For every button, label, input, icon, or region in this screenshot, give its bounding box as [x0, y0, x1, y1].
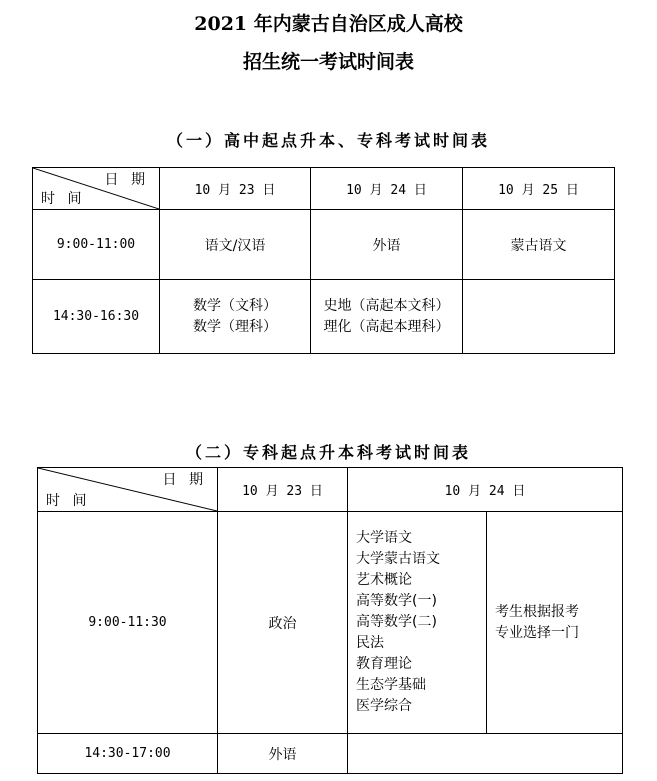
subject-item: 数学（理科） [193, 318, 277, 335]
table1-exam-schedule [32, 167, 615, 354]
elective-note-line: 专业选择一门 [495, 624, 579, 641]
elective-subject-item: 大学语文 [356, 530, 412, 546]
corner-time-label: 时 间 [41, 191, 86, 207]
table1-corner-cell [33, 168, 160, 210]
elective-subject-item: 高等数学(一) [356, 593, 437, 609]
subject-cell: 政治 [218, 512, 348, 734]
table-row [33, 280, 615, 354]
table1-column-header: 10 月 24 日 [311, 168, 463, 210]
subject-cell: 外语 [311, 210, 463, 280]
empty-cell [463, 280, 615, 354]
table1-heading: （一）高中起点升本、专科考试时间表 [166, 131, 490, 150]
table2-corner-cell [38, 468, 218, 512]
elective-note-line: 考生根据报考 [495, 603, 579, 620]
subject-cell: 外语 [218, 734, 348, 774]
time-cell: 9:00-11:30 [38, 512, 218, 734]
empty-cell [348, 734, 623, 774]
subject-cell: 语文/汉语 [160, 210, 311, 280]
table2-column-header: 10 月 23 日 [218, 468, 348, 512]
document-title-line1: 2021 年内蒙古自治区成人高校 [194, 13, 463, 35]
elective-subject-item: 教育理论 [356, 656, 412, 672]
subject-item: 史地（高起本文科） [323, 297, 450, 314]
table-row [38, 734, 623, 774]
subject-item: 理化（高起本理科） [323, 318, 450, 335]
table-row [38, 512, 623, 734]
corner-date-label: 日 期 [104, 172, 149, 188]
table1-column-header: 10 月 23 日 [160, 168, 311, 210]
elective-subject-list [356, 528, 440, 717]
elective-note-cell [487, 512, 623, 734]
corner-date-label: 日 期 [162, 472, 207, 488]
subject-item: 数学（文科） [193, 297, 277, 314]
elective-subject-item: 高等数学(二) [356, 614, 437, 630]
table1-header-row [33, 168, 615, 210]
table2-column-header: 10 月 24 日 [348, 468, 623, 512]
document-title-line2: 招生统一考试时间表 [242, 51, 414, 73]
corner-time-label: 时 间 [46, 493, 91, 509]
table2-header-row [38, 468, 623, 512]
time-cell: 14:30-16:30 [33, 280, 160, 354]
time-cell: 14:30-17:00 [38, 734, 218, 774]
subject-cell [160, 280, 311, 354]
elective-subjects-cell [348, 512, 487, 734]
elective-subject-item: 医学综合 [356, 698, 412, 714]
subject-cell: 蒙古语文 [463, 210, 615, 280]
table-row [33, 210, 615, 280]
table2-exam-schedule [37, 467, 623, 774]
elective-subject-item: 大学蒙古语文 [356, 551, 440, 567]
time-cell: 9:00-11:00 [33, 210, 160, 280]
table1-column-header: 10 月 25 日 [463, 168, 615, 210]
table2-heading: （二）专科起点升本科考试时间表 [185, 443, 471, 462]
elective-subject-item: 民法 [356, 635, 384, 651]
elective-subject-item: 艺术概论 [356, 572, 412, 588]
subject-cell [311, 280, 463, 354]
elective-subject-item: 生态学基础 [356, 677, 426, 693]
